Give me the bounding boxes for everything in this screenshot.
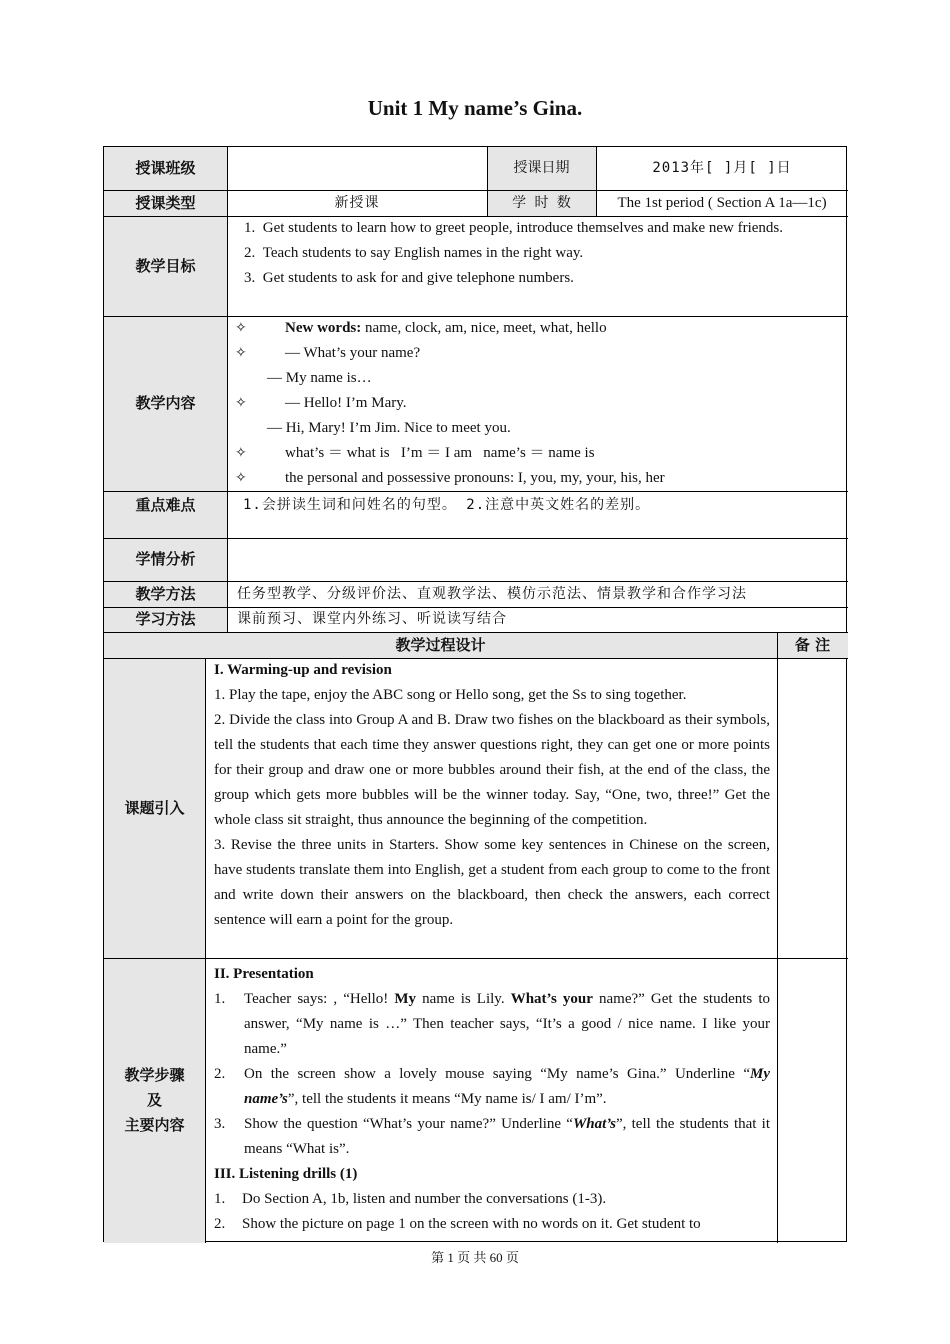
content-line	[227, 341, 848, 366]
step-text: Teacher says: , “Hello!	[244, 991, 395, 1007]
step-text: On the screen show a lovely mouse saying “My name’s Gina.” Underline “	[244, 1066, 750, 1082]
content-line	[227, 316, 848, 341]
date-value: 2013年[ ]月[ ]日	[652, 160, 792, 176]
type-value: 新授课	[334, 194, 380, 211]
methods-value: 任务型教学、分级评价法、直观教学法、模仿示范法、情景教学和合作学习法	[237, 586, 747, 602]
content-text: — Hello! I’m Mary.	[285, 395, 407, 411]
key-points-value: 1.会拼读生词和问姓名的句型。 2.注意中英文姓名的差别。	[243, 497, 651, 513]
content-text: — What’s your name?	[285, 345, 421, 361]
step-number: 2.	[214, 1066, 226, 1082]
presentation-heading: II. Presentation	[214, 966, 314, 982]
step-text: ”, tell the students that it means “What is”.	[244, 1116, 770, 1157]
table-rule	[104, 581, 848, 582]
listening-heading: III. Listening drills (1)	[214, 1166, 358, 1182]
date-label: 授课日期	[487, 147, 596, 190]
step-number: 1.	[214, 1191, 226, 1207]
objectives-list	[227, 216, 848, 316]
intro-body	[205, 658, 777, 958]
table-rule	[104, 632, 848, 633]
step-item	[214, 987, 770, 1062]
key-points-label: 重点难点	[104, 491, 227, 538]
objective-item	[236, 266, 841, 291]
objective-item	[236, 216, 841, 241]
intro-label: 课题引入	[104, 658, 205, 958]
methods-label: 教学方法	[104, 581, 227, 607]
objective-text: Teach students to say English names in the right way.	[262, 245, 584, 261]
content-line	[227, 466, 848, 491]
content-line: — Hi, Mary! I’m Jim. Nice to meet you.	[267, 420, 511, 436]
step-bold: What’s your	[510, 991, 593, 1007]
page-title: Unit 1 My name’s Gina.	[367, 96, 583, 120]
diamond-bullet-icon: ✧	[235, 445, 247, 461]
notes-label: 备 注	[777, 632, 848, 658]
step-bold: My	[394, 991, 417, 1007]
steps-body	[205, 958, 777, 1243]
table-rule	[104, 190, 848, 191]
step-item	[214, 1187, 770, 1212]
objective-item	[236, 241, 841, 266]
hours-value: The 1st period ( Section A 1a—1c)	[617, 194, 827, 211]
table-rule	[596, 147, 597, 216]
content-line	[227, 391, 848, 416]
intro-paragraph: 2. Divide the class into Group A and B. Draw two fishes on the blackboard as their symbols, tell the students that each time they answer questions right, they can get one or more points for their group and draw one or more bubbles around their fish, at the end of the class, the group which gets more bubbles will be the winner today. Say, “One, two, three!” Get the whole class sit straight, thus announce the beginning of the competition.	[214, 712, 770, 828]
hours-label: 学 时 数	[487, 190, 596, 216]
diamond-bullet-icon: ✧	[235, 320, 247, 336]
class-value	[227, 147, 487, 190]
table-rule	[104, 316, 848, 317]
steps-label	[104, 958, 205, 1243]
intro-paragraph: 3. Revise the three units in Starters. Show some key sentences in Chinese on the screen, have students translate them into English, get a student from each group to come to the front and write down their answers on the blackboard, then check the answers, each correct sentence will earn a point for the group.	[214, 837, 770, 928]
objective-number: 2.	[244, 245, 256, 261]
step-text: Show the question “What’s your name?” Underline “	[244, 1116, 573, 1132]
step-text: Show the picture on page 1 on the screen with no words on it. Get student to	[242, 1216, 701, 1232]
class-label: 授课班级	[104, 147, 227, 190]
intro-paragraph: 1. Play the tape, enjoy the ABC song or Hello song, get the Ss to sing together.	[214, 687, 687, 703]
table-rule	[487, 147, 488, 216]
step-item	[214, 1212, 770, 1237]
content-line: — My name is…	[267, 370, 372, 386]
steps-label-line2: 及	[146, 1091, 162, 1109]
step-text: ”, tell the students it means “My name is/ I am/ I’m”.	[287, 1091, 607, 1107]
step-bold-italic: What’s	[572, 1116, 617, 1132]
learning-label: 学习方法	[104, 607, 227, 632]
new-words-label: New words:	[285, 320, 362, 336]
step-item	[214, 1062, 770, 1112]
learning-value: 课前预习、课堂内外练习、听说读写结合	[237, 611, 507, 627]
intro-heading: I. Warming-up and revision	[214, 662, 392, 678]
process-label: 教学过程设计	[104, 632, 777, 658]
page-footer: 第 1 页 共 60 页	[431, 1250, 519, 1265]
step-text: Do Section A, 1b, listen and number the conversations (1-3).	[242, 1191, 607, 1207]
table-rule	[104, 538, 848, 539]
type-label: 授课类型	[104, 190, 227, 216]
objectives-label: 教学目标	[104, 216, 227, 316]
content-text: the personal and possessive pronouns: I, you, my, your, his, her	[285, 470, 665, 486]
steps-label-line1: 教学步骤	[124, 1066, 185, 1084]
diamond-bullet-icon: ✧	[235, 470, 247, 486]
table-rule	[104, 658, 848, 659]
steps-label-line3: 主要内容	[124, 1116, 185, 1134]
table-rule	[104, 607, 848, 608]
table-rule	[104, 958, 848, 959]
step-text: name is Lily.	[416, 991, 511, 1007]
diamond-bullet-icon: ✧	[235, 395, 247, 411]
step-number: 3.	[214, 1116, 226, 1132]
objective-text: Get students to learn how to greet people, introduce themselves and make new friends.	[262, 220, 784, 236]
table-rule	[104, 216, 848, 217]
diamond-bullet-icon: ✧	[235, 345, 247, 361]
step-number: 2.	[214, 1216, 226, 1232]
table-rule	[104, 491, 848, 492]
objective-number: 1.	[244, 220, 256, 236]
analysis-label: 学情分析	[104, 538, 227, 581]
content-text: what’s ＝ what is I’m ＝ I am name’s ＝ name is	[285, 445, 595, 461]
content-label: 教学内容	[104, 316, 227, 491]
objective-text: Get students to ask for and give telephone numbers.	[262, 270, 574, 286]
content-list	[227, 316, 848, 491]
table-rule	[205, 658, 206, 1243]
lesson-plan-table	[103, 146, 847, 1242]
step-number: 1.	[214, 991, 226, 1007]
objective-number: 3.	[244, 270, 256, 286]
step-item	[214, 1112, 770, 1162]
step-bold-italic: My name’s	[244, 1066, 770, 1107]
table-rule	[777, 632, 778, 1243]
table-rule	[227, 147, 228, 632]
step-text: name?” Get the students to answer, “My name is …” Then teacher says, “It’s a good / nice name. I like your name.”	[244, 991, 770, 1057]
content-line	[227, 441, 848, 466]
new-words-text: name, clock, am, nice, meet, what, hello	[361, 320, 607, 336]
analysis-value	[227, 538, 848, 581]
